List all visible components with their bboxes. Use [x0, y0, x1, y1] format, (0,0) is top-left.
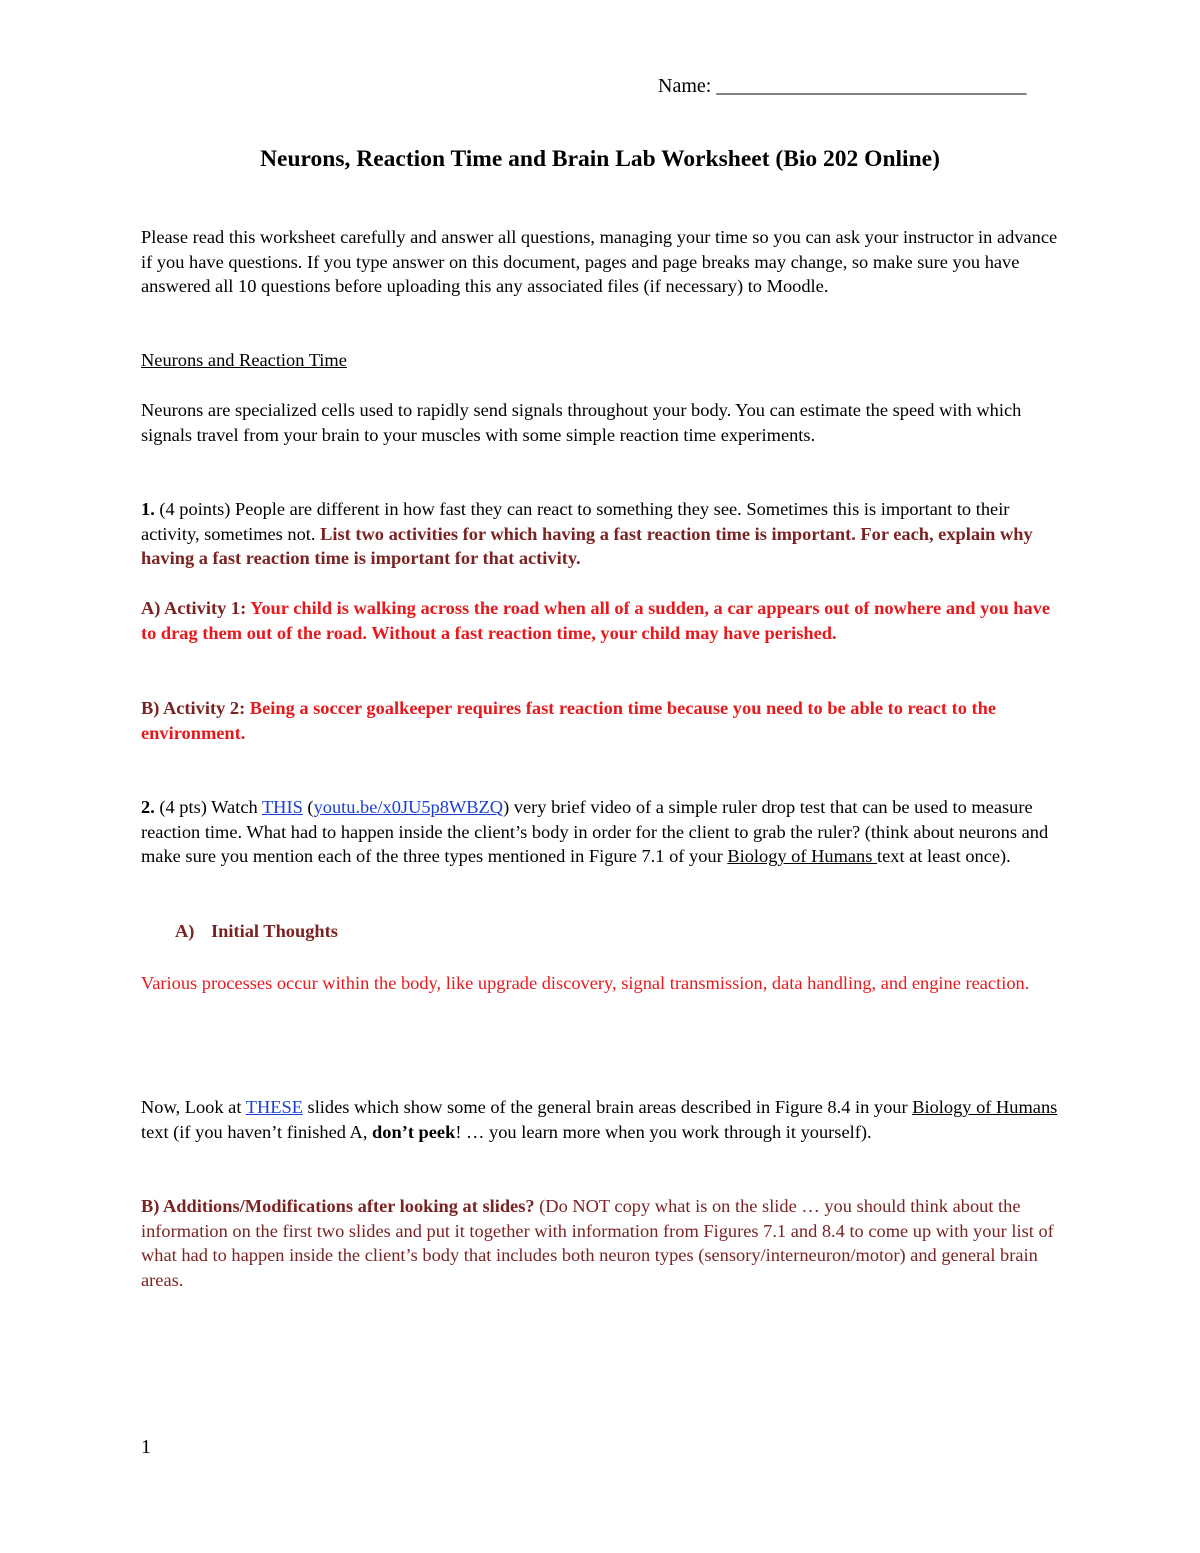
answer-activity-2-text: Being a soccer goalkeeper requires fast reaction time because you need to be able to react to the environment.: [141, 698, 997, 743]
question-1: [141, 497, 1066, 571]
question-2b-label: B) Additions/Modifications after looking at slides?: [141, 1196, 535, 1216]
slides-text-3: text (if you haven’t finished A,: [141, 1121, 373, 1142]
question-1-instruction: List two activities for which having a fast reaction time is important. For each, explain why having a fast reaction time is important for that activity.: [141, 523, 1033, 569]
question-2b-text: (Do NOT copy what is on the slide … you should think about the information on the first two slides and put it together with information from Figures 7.1 and 8.4 to come up with your list of what had to happen inside the client’s body that includes both neuron types (sensory/interneuron/motor) and general brain areas.: [141, 1196, 1054, 1291]
answer-activity-1-text: Your child is walking across the road when all of a sudden, a car appears out of nowhere and you have to drag them out of the road. Without a fast reaction time, your child may have perished.: [141, 598, 1051, 643]
question-2-text-3: ) very brief video of a simple ruler drop test that can be used to measure reaction time. What had to happen inside the client’s body in order for the client to grab the ruler? (think about neurons and make sure you mention each of the three types mentioned in Figure 7.1 of your: [141, 797, 1049, 867]
question-2-text-2: (: [302, 797, 314, 817]
slides-text-1: Now, Look at: [141, 1097, 246, 1117]
section-heading: Neurons and Reaction Time: [141, 350, 347, 370]
intro-paragraph: Please read this worksheet carefully and answer all questions, managing your time so you can ask your instructor in advance if you have questions. If you type answer on this document, pages and page breaks may change, so make sure you have answered all 10 questions before uploading this any associated files (if necessary) to Moodle.: [141, 227, 1058, 297]
section-intro-paragraph: Neurons are specialized cells used to rapidly send signals throughout your body. You can estimate the speed with which signals travel from your brain to your muscles with some simple reaction time experiments.: [141, 400, 1022, 445]
answer-activity-2-label: B) Activity 2:: [141, 698, 250, 718]
this-video-link[interactable]: THIS: [261, 797, 303, 817]
document-title: Neurons, Reaction Time and Brain Lab Worksheet (Bio 202 Online): [260, 146, 940, 172]
question-2a-marker: A): [175, 921, 195, 941]
name-blank: _______________________________: [716, 75, 1027, 97]
textbook-title: Biology of Humans: [727, 846, 877, 867]
name-label: Name:: [658, 75, 712, 97]
question-2a-heading: [175, 919, 338, 944]
youtube-url-link[interactable]: youtu.be/x0JU5p8WBZQ: [313, 797, 504, 817]
answer-activity-1: [141, 596, 1066, 645]
slides-text-2: slides which show some of the general brain areas described in Figure 8.4 in your: [302, 1097, 913, 1117]
name-field: [658, 72, 1026, 100]
question-2b: [141, 1194, 1066, 1293]
question-1-number: 1.: [141, 499, 155, 519]
answer-activity-1-label: A) Activity 1:: [141, 598, 251, 618]
textbook-title-2: Biology of Humans: [912, 1097, 1058, 1117]
question-2-text-1: (4 pts) Watch: [154, 797, 262, 817]
question-2-text-4: text at least once).: [877, 846, 1011, 867]
slides-text-4: ! … you learn more when you work through it yourself).: [455, 1121, 872, 1142]
question-2a-label: Initial Thoughts: [211, 921, 338, 941]
slides-paragraph: [141, 1095, 1066, 1144]
dont-peek-text: don’t peek: [372, 1121, 456, 1142]
answer-activity-2: [141, 696, 1066, 745]
question-2a-answer: Various processes occur within the body, like upgrade discovery, signal transmission, data handling, and engine reaction.: [141, 973, 1030, 993]
these-slides-link[interactable]: THESE: [245, 1097, 303, 1117]
question-2: [141, 795, 1066, 869]
question-1-prompt: (4 points) People are different in how fast they can react to something they see. Sometimes this is important to their activity, sometimes not.: [141, 499, 1010, 544]
question-2-number: 2.: [141, 797, 155, 817]
page-number: 1: [141, 1436, 151, 1458]
